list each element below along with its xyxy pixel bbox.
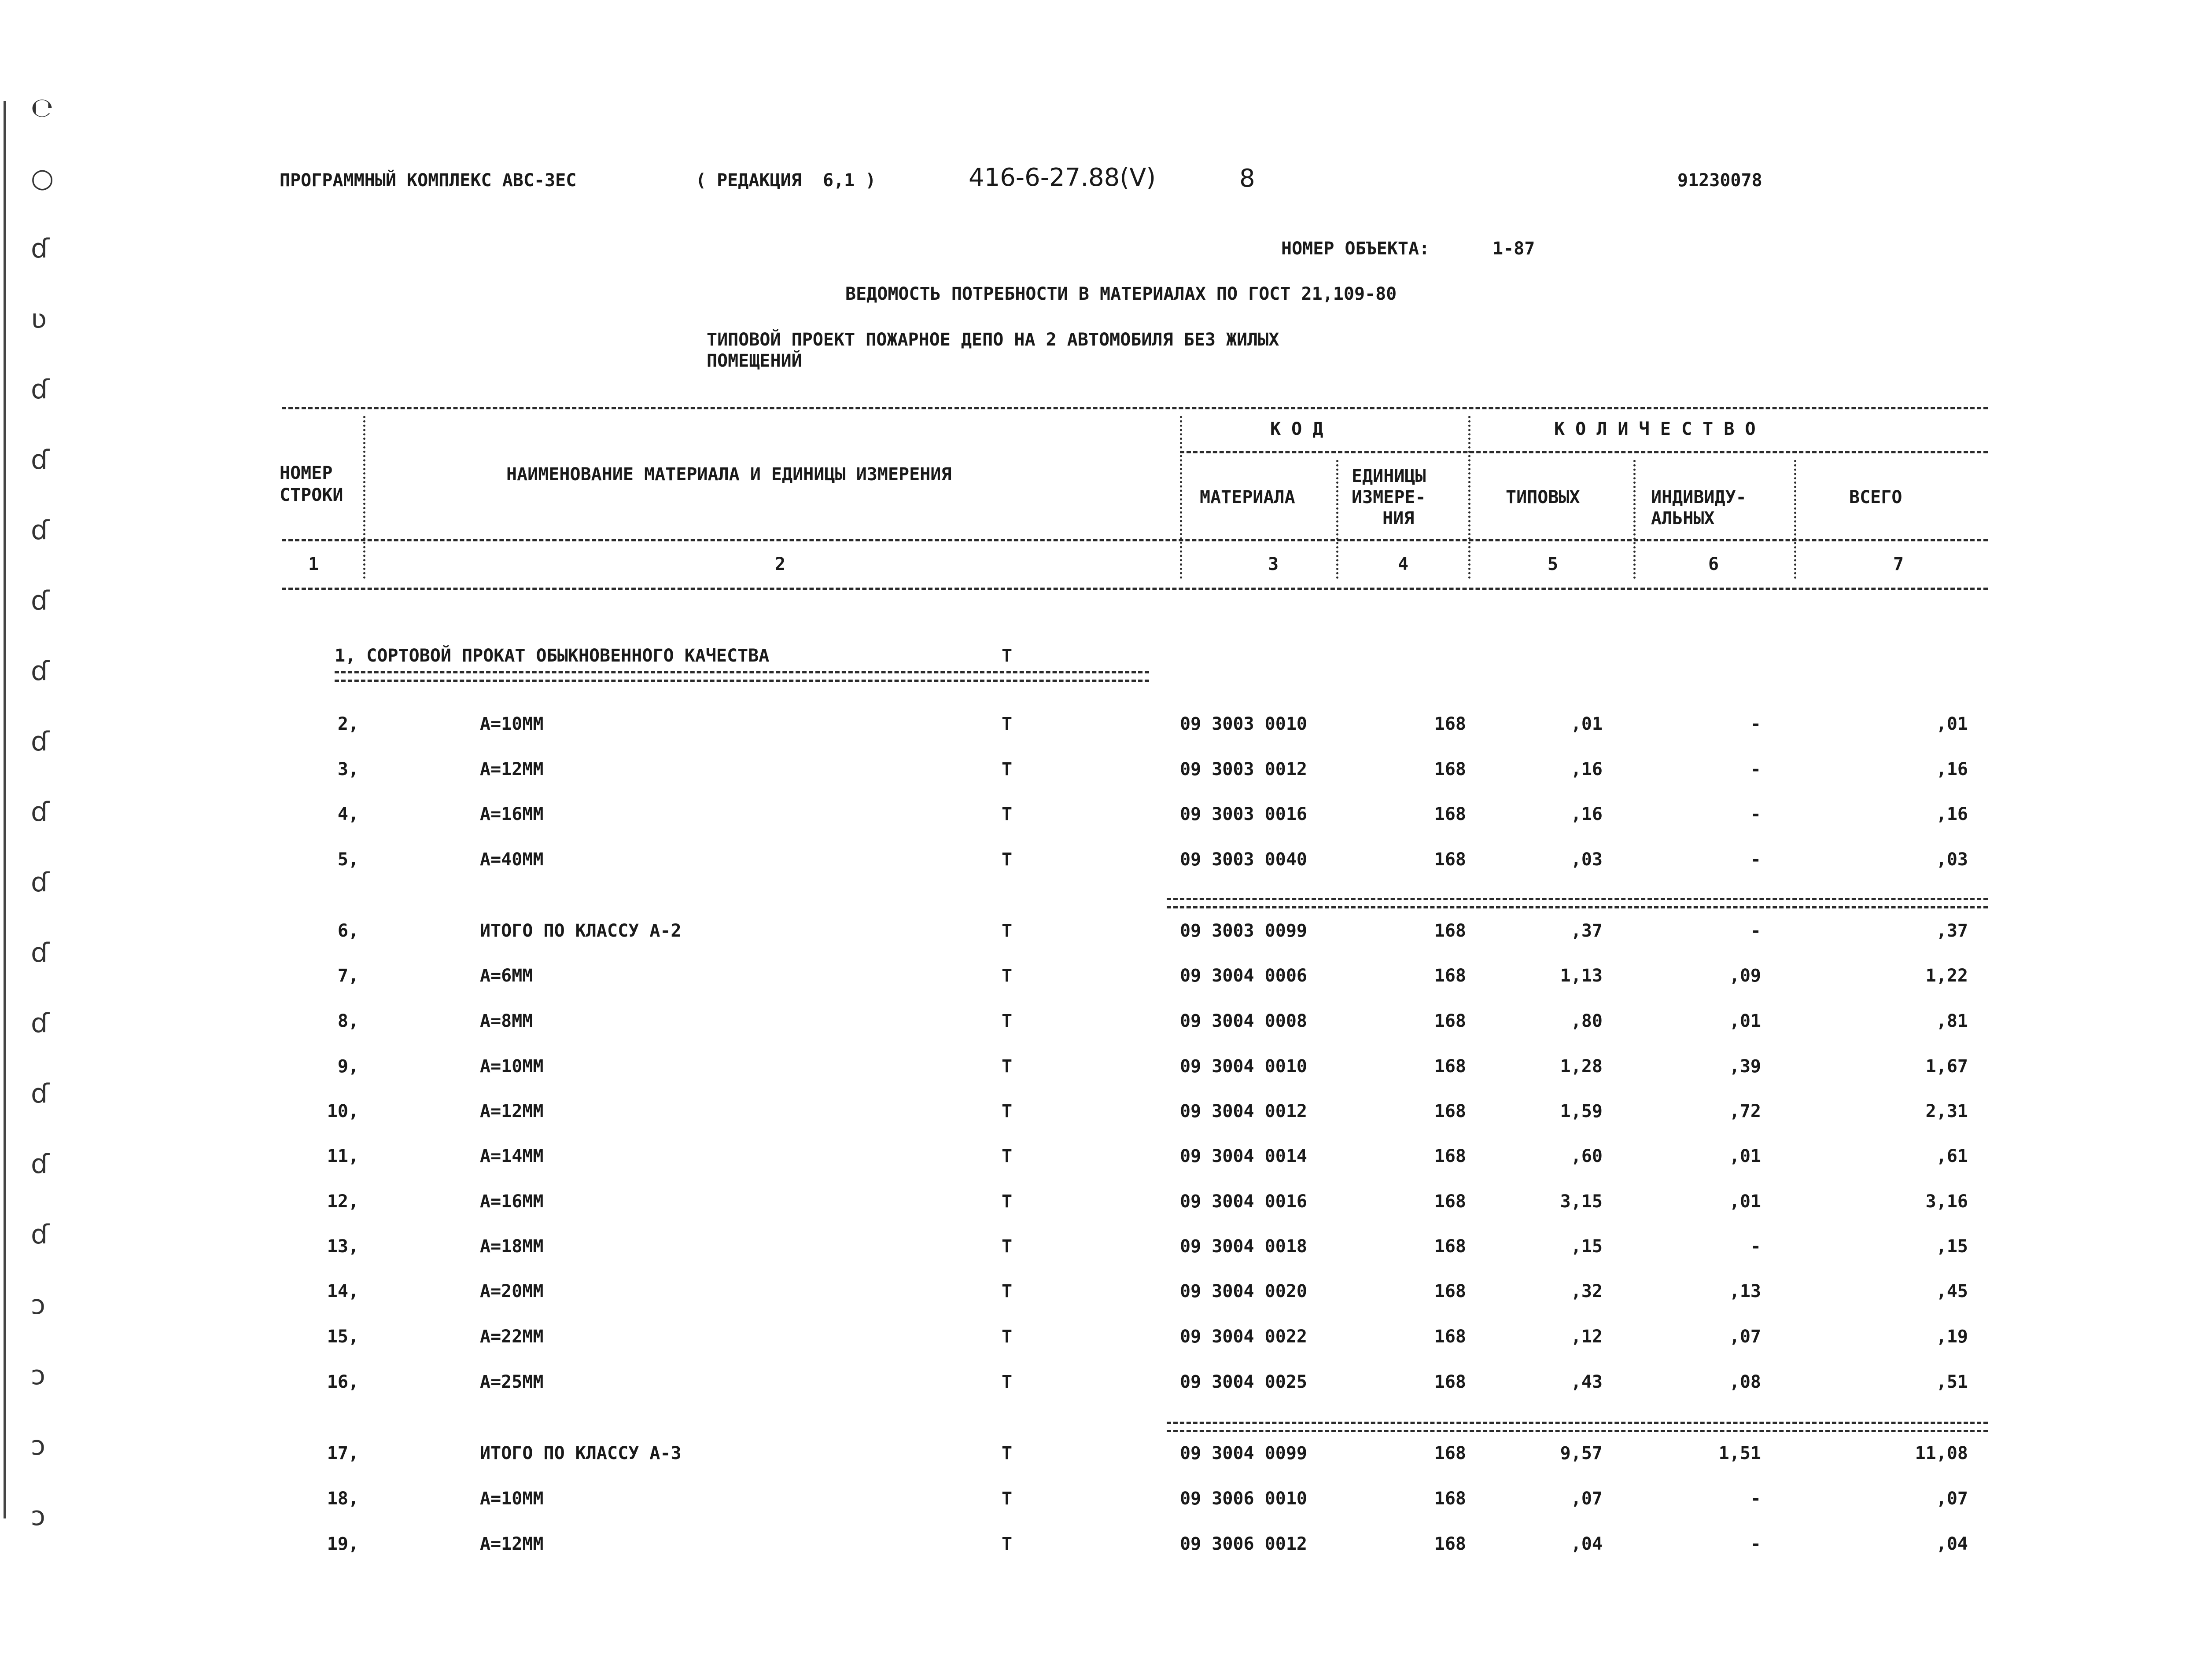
individual-header-2: АЛЬНЫХ [1651, 508, 1715, 529]
section-unit: Т [1002, 646, 1013, 666]
punch-hole-mark: ɗ [31, 1149, 49, 1180]
material-name: А=20ММ [480, 1281, 544, 1301]
project-title-line-2: ПОМЕЩЕНИЙ [707, 351, 802, 371]
total-quantity: ,51 [1936, 1372, 1968, 1392]
unit-of-measure: Т [1002, 1489, 1013, 1509]
material-name: ИТОГО ПО КЛАССУ А-3 [480, 1443, 682, 1463]
typical-quantity: 1,59 [1560, 1101, 1603, 1121]
material-name: А=12ММ [480, 1101, 544, 1121]
table-top-rule [282, 407, 1988, 409]
page-number: 8 [1239, 164, 1255, 193]
unit-code: 168 [1434, 1443, 1466, 1463]
punch-hole-mark: ɗ [31, 797, 49, 827]
individual-quantity: - [1750, 921, 1761, 941]
typical-quantity: ,16 [1570, 759, 1603, 779]
unit-code: 168 [1434, 1011, 1466, 1031]
typical-quantity: ,07 [1570, 1489, 1603, 1509]
individual-quantity: - [1750, 759, 1761, 779]
col-number: 1 [308, 554, 319, 574]
material-name: А=6ММ [480, 966, 533, 986]
total-quantity: ,04 [1936, 1534, 1968, 1554]
total-quantity: 3,16 [1925, 1191, 1968, 1212]
material-code-header: МАТЕРИАЛА [1200, 487, 1295, 507]
unit-code: 168 [1434, 759, 1466, 779]
punch-hole-mark: ʋ [31, 304, 47, 335]
individual-quantity: - [1750, 1489, 1761, 1509]
quantity-group-header: К О Л И Ч Е С Т В О [1554, 419, 1756, 439]
unit-code: 168 [1434, 1489, 1466, 1509]
total-quantity: ,61 [1936, 1146, 1968, 1166]
unit-code: 168 [1434, 714, 1466, 734]
project-title-line-1: ТИПОВОЙ ПРОЕКТ ПОЖАРНОЕ ДЕПО НА 2 АВТОМОБИЛЯ БЕЗ ЖИЛЫХ [707, 330, 1279, 350]
col-separator [1633, 460, 1636, 579]
table-header-rule [282, 539, 1988, 541]
punch-hole-mark: ɔ [31, 1360, 45, 1391]
unit-of-measure: Т [1002, 1191, 1013, 1212]
unit-code-header-2: ИЗМЕРЕ- [1352, 487, 1426, 507]
material-name: А=25ММ [480, 1372, 544, 1392]
punch-hole-mark: ɗ [31, 726, 49, 757]
row-number: 16, [327, 1372, 359, 1392]
typical-quantity: 1,28 [1560, 1056, 1603, 1077]
code-group-header: К О Д [1270, 419, 1323, 439]
material-code: 09 3004 0099 [1180, 1443, 1307, 1463]
total-quantity: ,16 [1936, 759, 1968, 779]
unit-code-header-3: НИЯ [1382, 508, 1415, 529]
material-name: А=16ММ [480, 1191, 544, 1212]
typical-quantity: ,03 [1570, 849, 1603, 870]
material-name: А=22ММ [480, 1327, 544, 1347]
material-code: 09 3004 0020 [1180, 1281, 1307, 1301]
punch-hole-mark: ɗ [31, 445, 49, 475]
col-separator [1336, 460, 1338, 579]
row-number: 15, [327, 1327, 359, 1347]
unit-of-measure: Т [1002, 1534, 1013, 1554]
punch-hole-mark: ɗ [31, 585, 49, 616]
material-code: 09 3006 0012 [1180, 1534, 1307, 1554]
material-name: А=10ММ [480, 714, 544, 734]
punch-hole-mark: ɗ [31, 656, 49, 687]
total-quantity: 11,08 [1915, 1443, 1968, 1463]
material-code: 09 3004 0016 [1180, 1191, 1307, 1212]
punch-hole-mark: ɗ [31, 233, 49, 264]
unit-code: 168 [1434, 1191, 1466, 1212]
table-colnum-rule [282, 588, 1988, 590]
row-number: 13, [327, 1236, 359, 1257]
typical-quantity: 9,57 [1560, 1443, 1603, 1463]
typical-quantity: ,32 [1570, 1281, 1603, 1301]
typical-quantity: ,80 [1570, 1011, 1603, 1031]
individual-quantity: ,08 [1729, 1372, 1761, 1392]
document-code: 416-6-27.88(V) [969, 163, 1156, 192]
row-number: 19, [327, 1534, 359, 1554]
material-code: 09 3003 0040 [1180, 849, 1307, 870]
row-number: 9, [337, 1056, 359, 1077]
row-number: 11, [327, 1146, 359, 1166]
row-number: 18, [327, 1489, 359, 1509]
unit-of-measure: Т [1002, 966, 1013, 986]
punch-hole-mark: ɔ [31, 1430, 45, 1461]
typical-quantity: ,60 [1570, 1146, 1603, 1166]
code-qty-subrule [1180, 451, 1988, 453]
object-number-label: НОМЕР ОБЪЕКТА: [1281, 239, 1430, 259]
individual-quantity: ,09 [1729, 966, 1761, 986]
material-name: А=8ММ [480, 1011, 533, 1031]
material-name: А=18ММ [480, 1236, 544, 1257]
individual-quantity: - [1750, 1534, 1761, 1554]
punch-hole-mark: ℮ [31, 92, 54, 123]
material-name: А=10ММ [480, 1056, 544, 1077]
row-number: 8, [337, 1011, 359, 1031]
row-number: 5, [337, 849, 359, 870]
row-number: 6, [337, 921, 359, 941]
material-name: ИТОГО ПО КЛАССУ А-2 [480, 921, 682, 941]
unit-of-measure: Т [1002, 1443, 1013, 1463]
subtotal-rule [1167, 898, 1988, 908]
row-number: 14, [327, 1281, 359, 1301]
binder-edge [4, 101, 6, 1518]
individual-quantity: ,13 [1729, 1281, 1761, 1301]
material-code: 09 3003 0016 [1180, 804, 1307, 824]
edition-label: ( РЕДАКЦИЯ 6,1 ) [696, 170, 876, 191]
unit-code: 168 [1434, 966, 1466, 986]
material-name: А=14ММ [480, 1146, 544, 1166]
total-quantity: 2,31 [1925, 1101, 1968, 1121]
subtotal-rule [1167, 1422, 1988, 1432]
material-code: 09 3006 0010 [1180, 1489, 1307, 1509]
total-quantity: ,16 [1936, 804, 1968, 824]
unit-of-measure: Т [1002, 759, 1013, 779]
unit-of-measure: Т [1002, 1146, 1013, 1166]
individual-quantity: 1,51 [1718, 1443, 1761, 1463]
individual-quantity: ,01 [1729, 1191, 1761, 1212]
col-number: 7 [1893, 554, 1904, 574]
row-number: 4, [337, 804, 359, 824]
punch-hole-mark: ɗ [31, 937, 49, 968]
individual-quantity: - [1750, 804, 1761, 824]
individual-quantity: - [1750, 1236, 1761, 1257]
typical-quantity: ,04 [1570, 1534, 1603, 1554]
typical-quantity: ,01 [1570, 714, 1603, 734]
material-code: 09 3003 0099 [1180, 921, 1307, 941]
material-name: А=12ММ [480, 1534, 544, 1554]
unit-of-measure: Т [1002, 1281, 1013, 1301]
total-quantity: ,07 [1936, 1489, 1968, 1509]
material-name: А=10ММ [480, 1489, 544, 1509]
typical-quantity: ,12 [1570, 1327, 1603, 1347]
col-number: 4 [1398, 554, 1409, 574]
unit-of-measure: Т [1002, 921, 1013, 941]
program-name: ПРОГРАММНЫЙ КОМПЛЕКС АВС-ЗЕС [280, 170, 577, 191]
col-separator [363, 416, 365, 579]
punch-hole-mark: ɗ [31, 1078, 49, 1109]
total-quantity: ,45 [1936, 1281, 1968, 1301]
unit-of-measure: Т [1002, 714, 1013, 734]
punch-hole-mark: ɗ [31, 515, 49, 546]
name-column-header: НАИМЕНОВАНИЕ МАТЕРИАЛА И ЕДИНИЦЫ ИЗМЕРЕНИЯ [506, 464, 952, 485]
material-name: А=12ММ [480, 759, 544, 779]
unit-of-measure: Т [1002, 1056, 1013, 1077]
total-quantity: ,37 [1936, 921, 1968, 941]
unit-code: 168 [1434, 849, 1466, 870]
row-number: 12, [327, 1191, 359, 1212]
unit-code: 168 [1434, 1236, 1466, 1257]
punch-hole-mark: ɗ [31, 867, 49, 898]
unit-of-measure: Т [1002, 849, 1013, 870]
total-quantity: ,15 [1936, 1236, 1968, 1257]
punch-hole-mark: ɗ [31, 374, 49, 405]
unit-of-measure: Т [1002, 1101, 1013, 1121]
unit-code: 168 [1434, 1281, 1466, 1301]
total-quantity: 1,67 [1925, 1056, 1968, 1077]
col-number: 5 [1548, 554, 1559, 574]
individual-quantity: - [1750, 714, 1761, 734]
material-code: 09 3004 0022 [1180, 1327, 1307, 1347]
document-title: ВЕДОМОСТЬ ПОТРЕБНОСТИ В МАТЕРИАЛАХ ПО ГОСТ 21,109-80 [845, 284, 1397, 304]
punch-hole-mark: ɗ [31, 1219, 49, 1250]
individual-quantity: ,01 [1729, 1011, 1761, 1031]
material-name: А=16ММ [480, 804, 544, 824]
row-number: 7, [337, 966, 359, 986]
total-quantity: ,01 [1936, 714, 1968, 734]
punch-hole-mark: ɔ [31, 1290, 45, 1320]
typical-quantity: ,16 [1570, 804, 1603, 824]
material-name: А=40ММ [480, 849, 544, 870]
material-code: 09 3004 0018 [1180, 1236, 1307, 1257]
unit-of-measure: Т [1002, 1011, 1013, 1031]
row-number: 10, [327, 1101, 359, 1121]
unit-code: 168 [1434, 921, 1466, 941]
material-code: 09 3004 0006 [1180, 966, 1307, 986]
total-quantity: ,19 [1936, 1327, 1968, 1347]
col-separator [1468, 416, 1470, 579]
punch-hole-mark: ○ [31, 163, 54, 194]
col-number: 3 [1268, 554, 1279, 574]
typical-quantity: 1,13 [1560, 966, 1603, 986]
unit-code: 168 [1434, 1146, 1466, 1166]
row-number: 3, [337, 759, 359, 779]
section-underline [335, 671, 1149, 682]
unit-code: 168 [1434, 1327, 1466, 1347]
material-code: 09 3003 0010 [1180, 714, 1307, 734]
row-number: 2, [337, 714, 359, 734]
section-title: 1, СОРТОВОЙ ПРОКАТ ОБЫКНОВЕННОГО КАЧЕСТВА [335, 646, 770, 666]
total-quantity: ,81 [1936, 1011, 1968, 1031]
punch-hole-mark: ɗ [31, 1008, 49, 1039]
typical-quantity: ,15 [1570, 1236, 1603, 1257]
id-code: 91230078 [1677, 170, 1762, 191]
col-separator [1180, 416, 1182, 579]
unit-of-measure: Т [1002, 1372, 1013, 1392]
total-header: ВСЕГО [1849, 487, 1902, 507]
material-code: 09 3003 0012 [1180, 759, 1307, 779]
punch-hole-mark: ɔ [31, 1501, 45, 1532]
total-quantity: 1,22 [1925, 966, 1968, 986]
row-num-header-2: СТРОКИ [280, 485, 343, 505]
unit-of-measure: Т [1002, 1327, 1013, 1347]
row-num-header: НОМЕР [280, 463, 333, 483]
material-code: 09 3004 0014 [1180, 1146, 1307, 1166]
unit-code-header-1: ЕДИНИЦЫ [1352, 466, 1426, 486]
individual-quantity: ,07 [1729, 1327, 1761, 1347]
unit-code: 168 [1434, 804, 1466, 824]
typical-quantity: ,43 [1570, 1372, 1603, 1392]
material-code: 09 3004 0012 [1180, 1101, 1307, 1121]
object-number-value: 1-87 [1492, 239, 1535, 259]
individual-quantity: - [1750, 849, 1761, 870]
unit-code: 168 [1434, 1056, 1466, 1077]
material-code: 09 3004 0008 [1180, 1011, 1307, 1031]
col-separator [1794, 460, 1796, 579]
material-code: 09 3004 0025 [1180, 1372, 1307, 1392]
unit-of-measure: Т [1002, 1236, 1013, 1257]
individual-header-1: ИНДИВИДУ- [1651, 487, 1747, 507]
typical-quantity: 3,15 [1560, 1191, 1603, 1212]
col-number: 6 [1708, 554, 1719, 574]
typical-quantity: ,37 [1570, 921, 1603, 941]
unit-code: 168 [1434, 1101, 1466, 1121]
individual-quantity: ,39 [1729, 1056, 1761, 1077]
unit-code: 168 [1434, 1372, 1466, 1392]
individual-quantity: ,72 [1729, 1101, 1761, 1121]
row-number: 17, [327, 1443, 359, 1463]
individual-quantity: ,01 [1729, 1146, 1761, 1166]
material-code: 09 3004 0010 [1180, 1056, 1307, 1077]
total-quantity: ,03 [1936, 849, 1968, 870]
unit-code: 168 [1434, 1534, 1466, 1554]
col-number: 2 [775, 554, 786, 574]
unit-of-measure: Т [1002, 804, 1013, 824]
typical-header: ТИПОВЫХ [1506, 487, 1580, 507]
